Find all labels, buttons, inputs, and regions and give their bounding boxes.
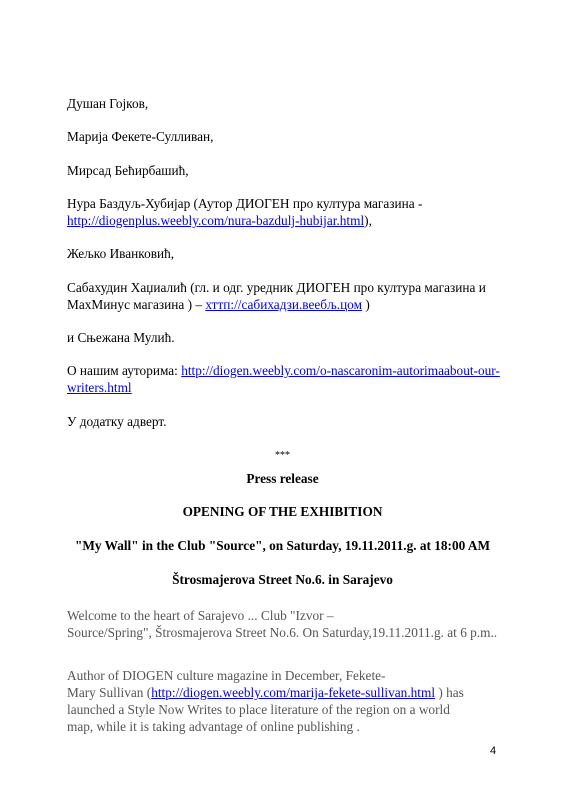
authors-link-cont[interactable]: writers.html: [67, 380, 132, 395]
sabahudin-suffix: ): [362, 297, 370, 312]
author-name-marija: Марија Фекете-Сулливан,: [67, 129, 214, 144]
author-line-2-text: Mary Sullivan (: [67, 685, 152, 700]
sabahudin-line: Сабахудин Хаџиалић (гл. и одг. уредник ДИОГЕН про култура магазина и: [67, 280, 486, 295]
nura-link-line: [67, 212, 372, 229]
authors-link-cont-line: [67, 379, 132, 396]
author-name-snjezana: и Сњежана Мулић.: [67, 330, 175, 345]
nura-line: Нура Баздуљ-Хубијар (Аутор ДИОГЕН про култура магазина -: [67, 196, 423, 211]
separator-stars: ***: [275, 450, 290, 461]
authors-label: О нашим ауторима:: [67, 363, 182, 378]
authors-line: [67, 362, 500, 379]
page-number: 4: [490, 745, 497, 757]
author-line-1: Author of DIOGEN culture magazine in December, Fekete-: [67, 668, 386, 683]
press-release-heading: Press release: [246, 471, 319, 486]
address-heading: Štrosmajerova Street No.6. in Sarajevo: [172, 572, 393, 587]
author-line-4: map, while it is taking advantage of online publishing .: [67, 719, 360, 734]
advert-note: У додатку адверт.: [67, 414, 167, 429]
author-line-3: launched a Style Now Writes to place literature of the region on a world: [67, 702, 450, 717]
event-heading: "My Wall" in the Club "Source", on Saturday, 19.11.2011.g. at 18:00 AM: [74, 538, 491, 553]
exhibition-heading: OPENING OF THE EXHIBITION: [182, 504, 383, 519]
sabahudin-link[interactable]: хттп://сабихадзи.веебљ.цом: [205, 297, 362, 312]
nura-link-suffix: ),: [364, 213, 372, 228]
sabahudin-text: МахМинус магазина ) –: [67, 297, 206, 312]
welcome-line-2: Source/Spring", Štrosmajerova Street No.6. On Saturday,19.11.2011.g. at 6 p.m..: [67, 625, 498, 640]
welcome-line-1: Welcome to the heart of Sarajevo ... Club "Izvor –: [67, 608, 334, 623]
author-name-mirsad: Мирсад Бећирбашић,: [67, 163, 189, 178]
author-line-2-after: ) has: [435, 685, 464, 700]
author-line-2: [67, 684, 464, 701]
author-name-zeljko: Жељко Иванковић,: [67, 246, 175, 261]
author-link[interactable]: http://diogen.weebly.com/marija-fekete-sullivan.html: [151, 685, 436, 700]
author-name-dusan: Душан Гојков,: [67, 96, 149, 111]
authors-link[interactable]: http://diogen.weebly.com/o-nascaronim-autorimaabout-our-: [181, 363, 500, 378]
nura-link[interactable]: http://diogenplus.weebly.com/nura-bazdulj-hubijar.html: [67, 213, 365, 228]
sabahudin-link-line: [67, 296, 370, 313]
